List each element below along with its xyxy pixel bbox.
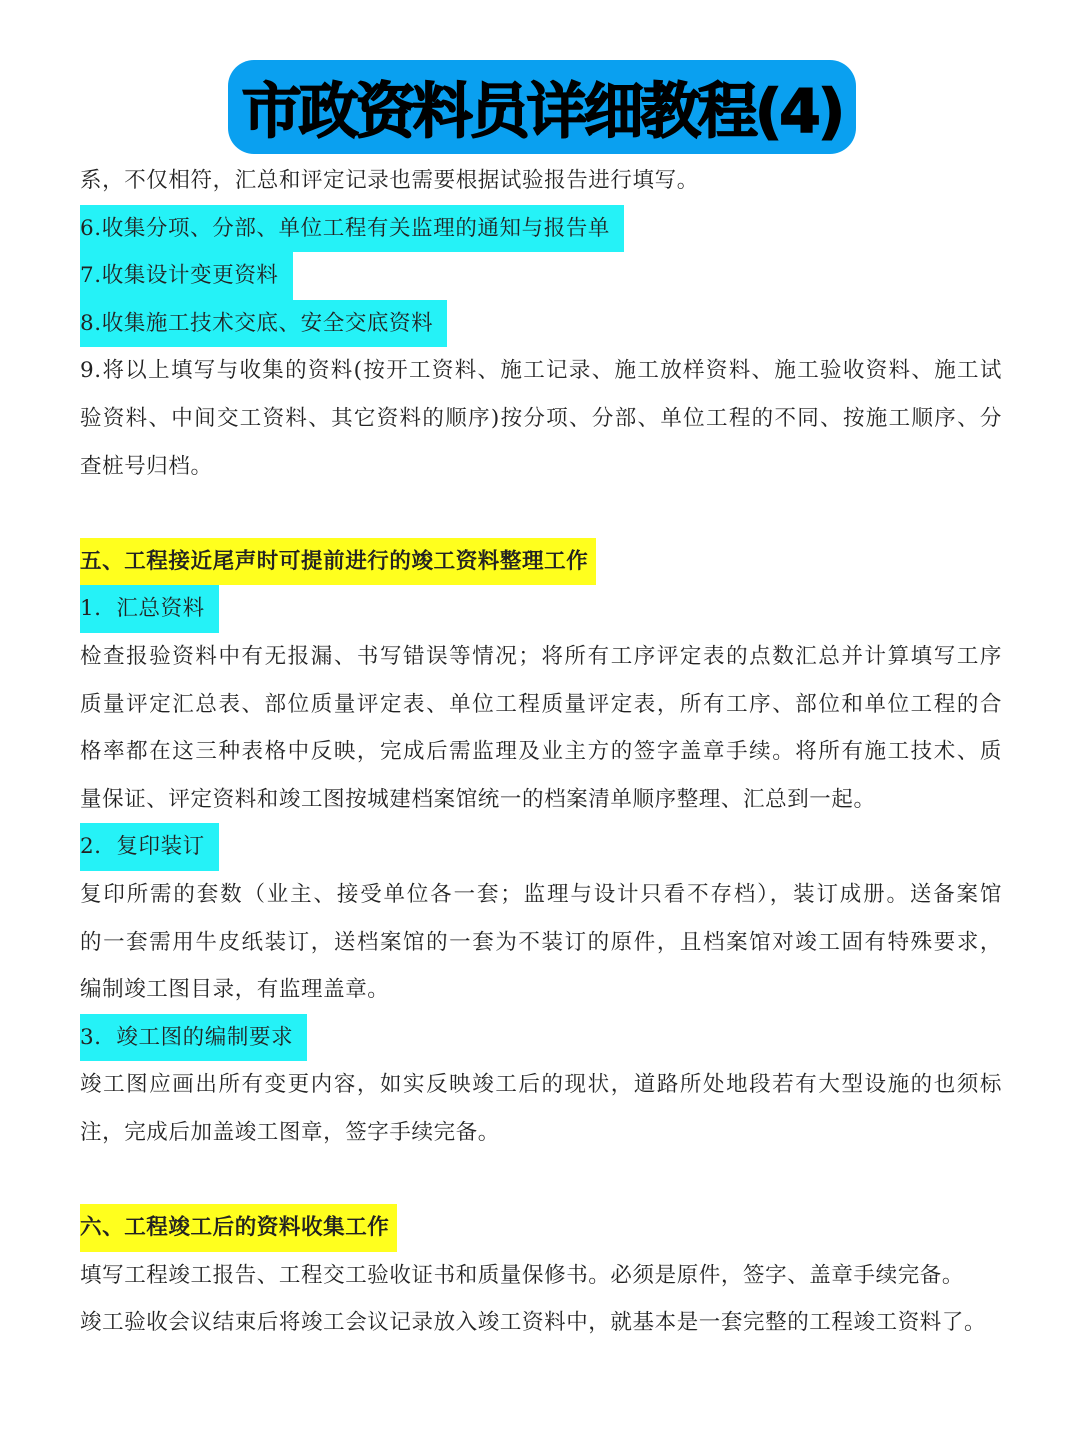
- list-item-6: [80, 205, 1002, 253]
- title-banner: [228, 60, 856, 154]
- paragraph-line: 竣工图应画出所有变更内容，如实反映竣工后的现状，道路所处地段若有大型设施的也须标: [80, 1072, 1002, 1098]
- document-body: [80, 157, 1002, 1347]
- paragraph-line: 量保证、评定资料和竣工图按城建档案馆统一的档案清单顺序整理、汇总到一起。: [80, 786, 876, 812]
- spacer: [80, 1156, 1002, 1204]
- highlight-text: 3．竣工图的编制要求: [80, 1014, 307, 1062]
- highlight-text: 6.收集分项、分部、单位工程有关监理的通知与报告单: [80, 205, 624, 253]
- section-heading-5: [80, 538, 1002, 586]
- paragraph-line: 质量评定汇总表、部位质量评定表、单位工程质量评定表，所有工序、部位和单位工程的合: [80, 691, 1002, 717]
- paragraph-line: 编制竣工图目录，有监理盖章。: [80, 977, 390, 1003]
- subheading-copy-binding: [80, 823, 1002, 871]
- highlight-text: 2．复印装订: [80, 823, 219, 871]
- paragraph-line: 复印所需的套数（业主、接受单位各一套；监理与设计只看不存档），装订成册。送备案馆: [80, 881, 1002, 907]
- paragraph-line: 注，完成后加盖竣工图章，签字手续完备。: [80, 1119, 500, 1145]
- paragraph-line: 查桩号归档。: [80, 453, 213, 479]
- highlight-text: 8.收集施工技术交底、安全交底资料: [80, 300, 447, 348]
- list-item-8: [80, 300, 1002, 348]
- highlight-heading: 六、工程竣工后的资料收集工作: [80, 1204, 397, 1252]
- paragraph-line: 的一套需用牛皮纸装订，送档案馆的一套为不装订的原件，且档案馆对竣工固有特殊要求，: [80, 929, 1002, 955]
- subheading-as-built-drawing: [80, 1014, 1002, 1062]
- paragraph-line: 系，不仅相符，汇总和评定记录也需要根据试验报告进行填写。: [80, 168, 699, 193]
- highlight-text: 1．汇总资料: [80, 585, 219, 633]
- highlight-heading: 五、工程接近尾声时可提前进行的竣工资料整理工作: [80, 538, 596, 586]
- paragraph-line: 竣工验收会议结束后将竣工会议记录放入竣工资料中，就基本是一套完整的工程竣工资料了。: [80, 1310, 987, 1336]
- paragraph-line: 9.将以上填写与收集的资料(按开工资料、施工记录、施工放样资料、施工验收资料、施工试: [80, 358, 1002, 384]
- page-title: 市政资料员详细教程(4): [241, 77, 843, 147]
- paragraph-line: 填写工程竣工报告、工程交工验收证书和质量保修书。必须是原件，签字、盖章手续完备。: [80, 1262, 965, 1288]
- paragraph-line: 格率都在这三种表格中反映，完成后需监理及业主方的签字盖章手续。将所有施工技术、质: [80, 739, 1002, 765]
- paragraph-line: 验资料、中间交工资料、其它资料的顺序)按分项、分部、单位工程的不同、按施工顺序、分: [80, 405, 1002, 431]
- spacer: [80, 490, 1002, 538]
- list-item-7: [80, 252, 1002, 300]
- paragraph-line: 检查报验资料中有无报漏、书写错误等情况；将所有工序评定表的点数汇总并计算填写工序: [80, 643, 1002, 669]
- section-heading-6: [80, 1204, 1002, 1252]
- highlight-text: 7.收集设计变更资料: [80, 252, 293, 300]
- subheading-summary: [80, 585, 1002, 633]
